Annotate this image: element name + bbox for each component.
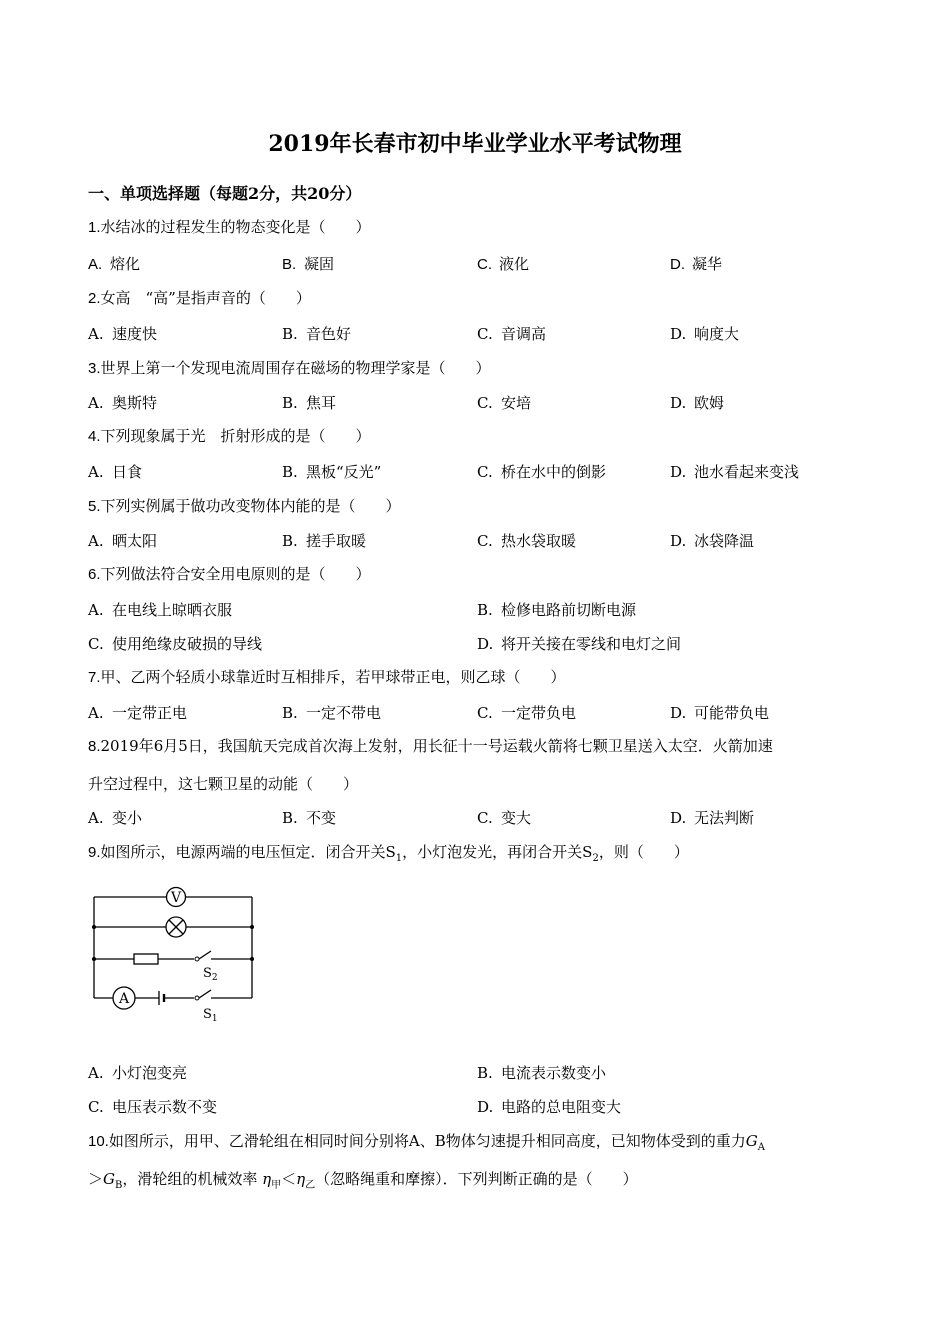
option-2d[interactable]: D. 响度大 — [670, 325, 740, 343]
option-2b[interactable]: B. 音色好 — [282, 325, 352, 343]
page-title: 2019年长春市初中毕业学业水平考试物理 — [268, 131, 682, 157]
option-8b[interactable]: B. 不变 — [282, 809, 337, 827]
option-9a[interactable]: A. 小灯泡变亮 — [88, 1064, 188, 1082]
option-1a[interactable]: A. 熔化 — [88, 255, 141, 273]
question-3: 3.世界上第一个发现电流周围存在磁场的物理学家是（ ） — [88, 359, 491, 377]
option-1b[interactable]: B. 凝固 — [282, 255, 335, 273]
option-6b[interactable]: B. 检修电路前切断电源 — [477, 601, 637, 619]
question-10: 10.如图所示，用甲、乙滑轮组在相同时间分别将A、B物体匀速提升相同高度，已知物体受到的重力$G_A$ — [88, 1132, 765, 1153]
option-7b[interactable]: B. 一定不带电 — [282, 704, 382, 722]
option-4b[interactable]: B. 黑板“反光” — [282, 463, 382, 481]
question-10-continued: $>G_B$，滑轮组的机械效率 $\eta_甲<\eta_乙$（忽略绳重和摩擦）．下列判断正确的是（ ） — [88, 1170, 638, 1191]
option-7c[interactable]: C. 一定带负电 — [477, 704, 577, 722]
section-heading: 一、单项选择题（每题2分，共20分） — [88, 184, 362, 203]
option-1c[interactable]: C. 液化 — [477, 255, 530, 273]
option-5c[interactable]: C. 热水袋取暖 — [477, 532, 577, 550]
option-2a[interactable]: A. 速度快 — [88, 325, 158, 343]
option-6c[interactable]: C. 使用绝缘皮破损的导线 — [88, 635, 263, 653]
switch-s2 — [199, 951, 211, 959]
option-3d[interactable]: D. 欧姆 — [670, 394, 725, 412]
question-4: 4.下列现象属于光 折射形成的是（ ） — [88, 427, 371, 445]
option-7a[interactable]: A. 一定带正电 — [88, 704, 188, 722]
option-9d[interactable]: D. 电路的总电阻变大 — [477, 1098, 622, 1116]
option-6d[interactable]: D. 将开关接在零线和电灯之间 — [477, 635, 682, 653]
option-7d[interactable]: D. 可能带负电 — [670, 704, 770, 722]
voltmeter-label: V — [170, 890, 182, 906]
option-3b[interactable]: B. 焦耳 — [282, 394, 337, 412]
question-8-continued: 升空过程中，这七颗卫星的动能（ ） — [88, 775, 359, 793]
question-7: 7.甲、乙两个轻质小球靠近时互相排斥，若甲球带正电，则乙球（ ） — [88, 668, 566, 686]
ammeter-label: A — [118, 991, 130, 1007]
option-4a[interactable]: A. 日食 — [88, 463, 143, 481]
option-4d[interactable]: D. 池水看起来变浅 — [670, 463, 800, 481]
question-5: 5.下列实例属于做功改变物体内能的是（ ） — [88, 497, 401, 515]
question-2: 2.女高 “高”是指声音的（ ） — [88, 289, 311, 307]
s1-label: $S_1$ — [203, 1007, 218, 1024]
question-6: 6.下列做法符合安全用电原则的是（ ） — [88, 565, 371, 583]
question-9: 9.如图所示，电源两端的电压恒定．闭合开关$S_1$，小灯泡发光，再闭合开关$S_2$，则（ ） — [88, 843, 689, 864]
option-8a[interactable]: A. 变小 — [88, 809, 143, 827]
option-5a[interactable]: A. 晒太阳 — [88, 532, 158, 550]
question-1: 1.水结冰的过程发生的物态变化是（ ） — [88, 218, 371, 236]
option-1d[interactable]: D. 凝华 — [670, 255, 723, 273]
option-3c[interactable]: C. 安培 — [477, 394, 532, 412]
switch-s1 — [199, 990, 211, 998]
s2-label: $S_2$ — [203, 966, 218, 983]
option-9c[interactable]: C. 电压表示数不变 — [88, 1098, 218, 1116]
option-4c[interactable]: C. 桥在水中的倒影 — [477, 463, 607, 481]
resistor — [134, 954, 158, 964]
option-9b[interactable]: B. 电流表示数变小 — [477, 1064, 607, 1082]
option-2c[interactable]: C. 音调高 — [477, 325, 547, 343]
option-8d[interactable]: D. 无法判断 — [670, 809, 755, 827]
circuit-diagram — [86, 879, 266, 1029]
option-3a[interactable]: A. 奥斯特 — [88, 394, 158, 412]
option-8c[interactable]: C. 变大 — [477, 809, 532, 827]
option-5b[interactable]: B. 搓手取暖 — [282, 532, 367, 550]
option-5d[interactable]: D. 冰袋降温 — [670, 532, 755, 550]
option-6a[interactable]: A. 在电线上晾晒衣服 — [88, 601, 233, 619]
question-8: 8.2019年6月5日，我国航天完成首次海上发射，用长征十一号运载火箭将七颗卫星送入太空．火箭加速 — [88, 737, 773, 755]
